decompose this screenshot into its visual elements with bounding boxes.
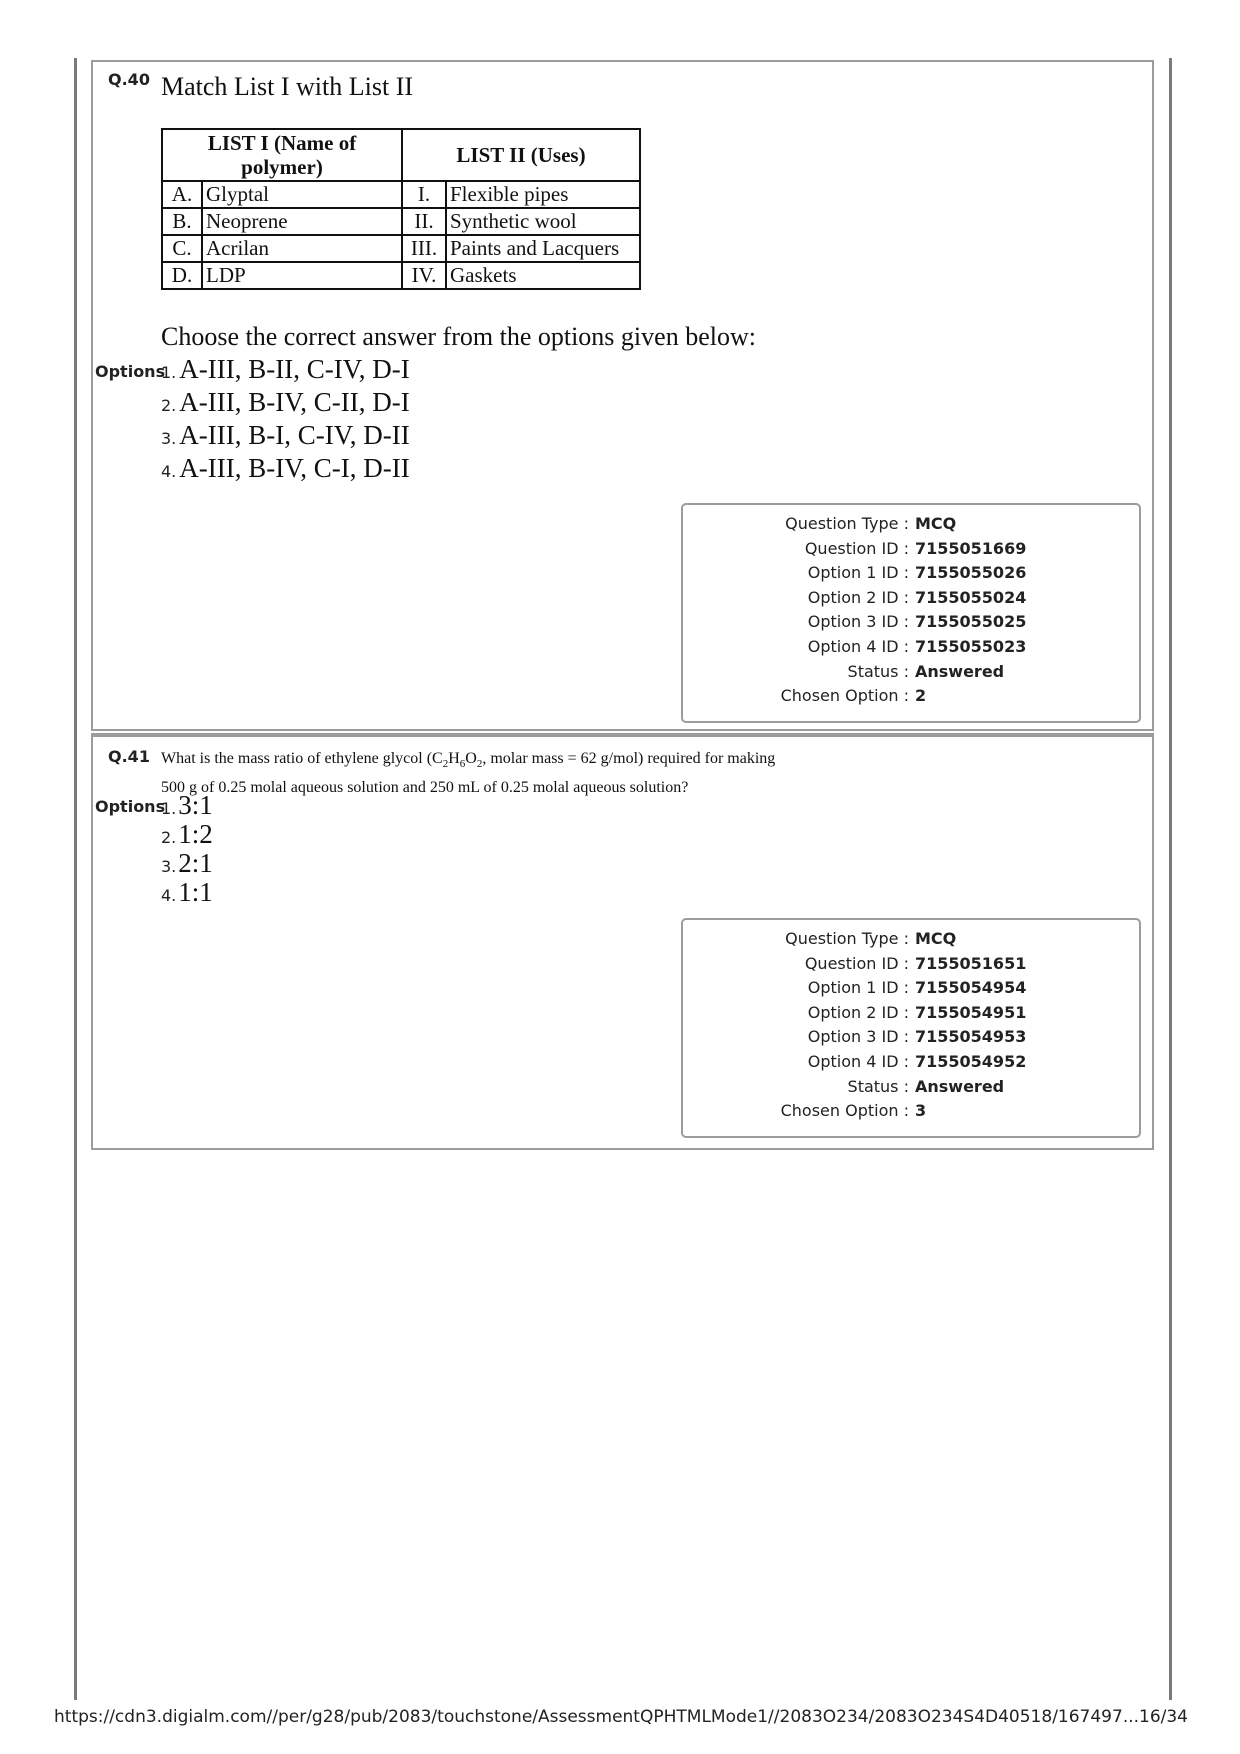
option-text: 1:2 xyxy=(178,819,213,849)
info-option-2-id: Option 2 ID : 7155054951 xyxy=(807,1002,1027,1022)
question-title: Match List I with List II xyxy=(161,72,414,101)
info-option-2-id: Option 2 ID : 7155055024 xyxy=(807,587,1027,607)
list-2-code: III. xyxy=(402,235,446,262)
info-question-id: Question ID : 7155051651 xyxy=(804,953,1027,973)
option-text: A-III, B-I, C-IV, D-II xyxy=(179,420,410,450)
list-2-code: II. xyxy=(402,208,446,235)
info-chosen-option: Chosen Option : 2 xyxy=(780,686,927,706)
question-40-block xyxy=(91,60,1154,731)
polymer-name: Glyptal xyxy=(202,181,402,208)
question-text xyxy=(161,747,775,799)
option-4 xyxy=(161,453,410,484)
polymer-name: Acrilan xyxy=(202,235,402,262)
info-question-id: Question ID : 7155051669 xyxy=(804,538,1027,558)
option-number: 2. xyxy=(161,396,177,415)
option-text: 2:1 xyxy=(178,848,213,878)
option-2 xyxy=(161,819,213,850)
table-row xyxy=(162,235,640,262)
list-1-code: D. xyxy=(162,262,202,289)
polymer-use: Synthetic wool xyxy=(446,208,640,235)
option-1 xyxy=(161,354,410,385)
question-number: Q.41 xyxy=(108,747,150,766)
question-info-box xyxy=(681,503,1141,723)
polymer-use: Paints and Lacquers xyxy=(446,235,640,262)
options-label: Options xyxy=(95,362,166,381)
info-status: Status : Answered xyxy=(847,661,1005,681)
info-status: Status : Answered xyxy=(847,1076,1005,1096)
question-41-block xyxy=(91,733,1154,1150)
option-1 xyxy=(161,790,213,821)
question-info-box xyxy=(681,918,1141,1138)
option-3 xyxy=(161,848,213,879)
match-table-header-row xyxy=(162,129,640,181)
question-number: Q.40 xyxy=(108,70,150,89)
option-text: A-III, B-IV, C-II, D-I xyxy=(179,387,410,417)
page-number: 16/34 xyxy=(1139,1707,1188,1727)
option-number: 1. xyxy=(161,799,177,818)
option-3 xyxy=(161,420,410,451)
option-2 xyxy=(161,387,410,418)
question-instruction: Choose the correct answer from the options given below: xyxy=(161,322,756,351)
info-option-3-id: Option 3 ID : 7155054953 xyxy=(807,1027,1027,1047)
polymer-name: Neoprene xyxy=(202,208,402,235)
info-option-1-id: Option 1 ID : 7155054954 xyxy=(807,978,1027,998)
list-1-code: B. xyxy=(162,208,202,235)
table-row xyxy=(162,208,640,235)
option-number: 1. xyxy=(161,363,177,382)
option-number: 2. xyxy=(161,828,177,847)
option-number: 3. xyxy=(161,429,177,448)
page-frame-left xyxy=(74,58,77,1700)
list-2-code: IV. xyxy=(402,262,446,289)
question-text-line-2: 500 g of 0.25 molal aqueous solution and 250 mL of 0.25 molal aqueous solution? xyxy=(161,779,689,797)
list-1-code: A. xyxy=(162,181,202,208)
list-2-code: I. xyxy=(402,181,446,208)
list-2-header: LIST II (Uses) xyxy=(402,129,640,181)
info-option-4-id: Option 4 ID : 7155054952 xyxy=(807,1051,1027,1071)
option-text: A-III, B-IV, C-I, D-II xyxy=(179,453,410,483)
list-1-header: LIST I (Name of polymer) xyxy=(162,129,402,181)
options-label: Options xyxy=(95,797,166,816)
info-option-3-id: Option 3 ID : 7155055025 xyxy=(807,612,1027,632)
question-text-line-1: What is the mass ratio of ethylene glycol ($C_2H_6O_2$, molar mass = 62 g/mol) required for making xyxy=(161,750,776,771)
polymer-use: Gaskets xyxy=(446,262,640,289)
option-text: A-III, B-II, C-IV, D-I xyxy=(179,354,410,384)
info-option-1-id: Option 1 ID : 7155055026 xyxy=(807,563,1027,583)
polymer-use: Flexible pipes xyxy=(446,181,640,208)
info-question-type: Question Type : MCQ xyxy=(785,929,957,948)
option-text: 3:1 xyxy=(178,790,213,820)
polymer-name: LDP xyxy=(202,262,402,289)
table-row xyxy=(162,262,640,289)
option-number: 4. xyxy=(161,886,177,905)
info-question-type: Question Type : MCQ xyxy=(785,514,957,533)
page-frame-right xyxy=(1169,58,1172,1700)
option-text: 1:1 xyxy=(178,877,213,907)
option-number: 4. xyxy=(161,462,177,481)
info-option-4-id: Option 4 ID : 7155055023 xyxy=(807,636,1027,656)
info-chosen-option: Chosen Option : 3 xyxy=(780,1101,927,1121)
table-row xyxy=(162,181,640,208)
option-number: 3. xyxy=(161,857,177,876)
list-1-code: C. xyxy=(162,235,202,262)
match-table xyxy=(161,128,641,290)
option-4 xyxy=(161,877,213,908)
print-footer-url: https://cdn3.digialm.com//per/g28/pub/2083/touchstone/AssessmentQPHTMLMode1//2083O234/2083O234S4D40518/167497... xyxy=(54,1707,1140,1727)
